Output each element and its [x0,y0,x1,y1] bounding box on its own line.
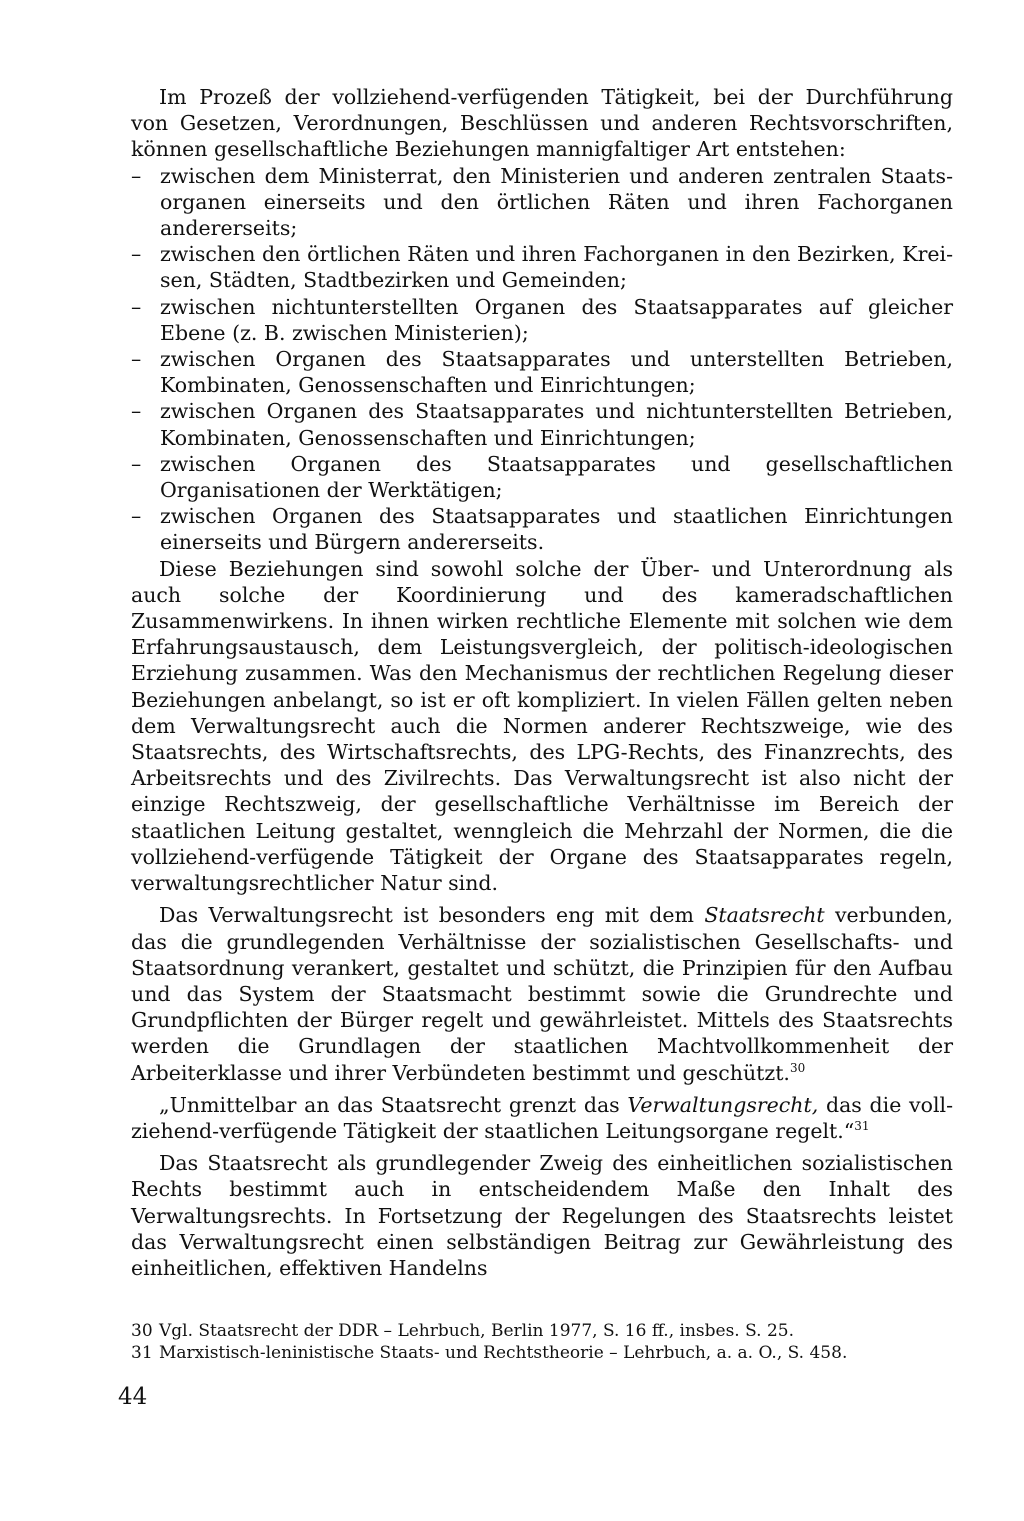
relations-list [131,163,953,556]
list-dash: – [131,399,142,424]
paragraph-quote: „Unmittelbar an das Staatsrecht grenzt das Verwaltungsrecht, das die vollziehend-verfügende Tätigkeit der staatlichen Leitungsorgane regelt.“$^{31}$ [131,1092,954,1143]
emphasis-staatsrecht: Staatsrecht [704,903,825,928]
list-item: – zwischen dem Ministerrat, den Ministerien und anderen zentralen Staatsorganen einerseits und den örtlichen Räten und ihren Fachorganen andererseits; [131,163,953,241]
list-dash: – [131,163,142,188]
footnote [131,1342,953,1364]
list-item: – zwischen Organen des Staatsapparates und nichtunterstellten Betrieben, Kombinaten, Genossenschaften und Einrichtungen; [131,399,953,450]
footnote [131,1320,953,1342]
footnote-ref-30[interactable]: 30 [789,1060,806,1075]
emphasis-verwaltungsrecht: Verwaltungsrecht, [627,1092,819,1117]
footnote-number: 31 [131,1343,153,1363]
footnote-text: Marxistisch-leninistische Staats- und Rechtstheorie – Lehrbuch, a. a. O., S. 458. [159,1343,848,1363]
list-item: – zwischen Organen des Staatsapparates und staatlichen Einrichtungen einerseits und Bürgern andererseits. [131,504,953,555]
list-dash: – [131,347,142,372]
paragraph-closing: Das Staatsrecht als grundlegender Zweig des einheitlichen sozialistischen Rechts bestimmt auch in entscheidendem Maße den Inhalt des Verwaltungsrechts. In Fortsetzung der Regelungen des Staatsrechts leistet das Verwaltungsrecht einen selbständigen Beitrag zur Gewährleistung des einheitlichen, effektiven Handelns [131,1151,953,1280]
paragraph-intro: Im Prozeß der vollziehend-verfügenden Tätigkeit, bei der Durchführung von Gesetzen, Verordnungen, Beschlüssen und anderen Rechtsvorschriften, können gesellschaftliche Beziehungen mannigfaltiger Art entstehen: [131,85,953,162]
footnote-ref-31[interactable]: 31 [854,1118,870,1133]
footnote-number: 30 [131,1321,153,1341]
list-dash: – [131,451,142,476]
list-dash: – [131,242,142,267]
paragraph-staatsrecht: Das Verwaltungsrecht ist besonders eng mit dem Staatsrecht verbunden, das die grundlegenden Verhältnisse der sozialistischen Gesellschafts- und Staatsordnung verankert, gestaltet und schützt, die Prinzipien für den Aufbau und das System der Staatsmacht bestimmt sowie die Grundrechte und Grundpflichten der Bürger regelt und gewährleistet. Mittels des Staatsrechts werden die Grundlagen der staatlichen Machtvollkommenheit der Arbeiterklasse und ihrer Verbündeten bestimmt und geschützt.$^{30}$ [131,903,953,1085]
paragraph-relations: Diese Beziehungen sind sowohl solche der Über- und Unterordnung als auch solche der Koordinierung und des kameradschaftlichen Zusammenwirkens. In ihnen wirken rechtliche Elemente mit solchen wie dem Erfahrungsaustausch, dem Leistungsvergleich, der politisch-ideologischen Erziehung zusammen. Was den Mechanismus der rechtlichen Regelung dieser Beziehungen anbelangt, so ist er oft kompliziert. In vielen Fällen gelten neben dem Verwaltungsrecht auch die Normen anderer Rechtszweige, wie des Staatsrechts, des Wirtschaftsrechts, des LPG-Rechts, des Finanzrechts, des Arbeitsrechts und des Zivilrechts. Das Verwaltungsrecht ist also nicht der einzige Rechtszweig, der gesellschaftliche Verhältnisse im Bereich der staatlichen Leitung gestaltet, wenngleich die Mehrzahl der Normen, die die vollziehend-verfügende Tätigkeit der Organe des Staatsapparates regeln, verwaltungsrechtlicher Natur sind. [131,556,953,896]
list-dash: – [131,294,142,319]
list-item: – zwischen den örtlichen Räten und ihren Fachorganen in den Bezirken, Kreisen, Städten, Stadtbezirken und Gemeinden; [131,242,953,293]
page-body [131,84,953,1281]
page-number: 44 [118,1384,148,1410]
main-text [131,84,953,1281]
list-item: – zwischen Organen des Staatsapparates und unterstellten Betrieben, Kombinaten, Genossenschaften und Einrichtungen; [131,347,953,398]
list-item: – zwischen Organen des Staatsapparates und gesellschaftlichen Organisationen der Werktätigen; [131,451,953,503]
footnotes [131,1320,953,1364]
list-item: – zwischen nichtunterstellten Organen des Staatsapparates auf gleicher Ebene (z. B. zwischen Ministerien); [131,294,953,345]
footnote-text: Vgl. Staatsrecht der DDR – Lehrbuch, Berlin 1977, S. 16 ff., insbes. S. 25. [159,1321,794,1341]
list-dash: – [131,504,142,529]
